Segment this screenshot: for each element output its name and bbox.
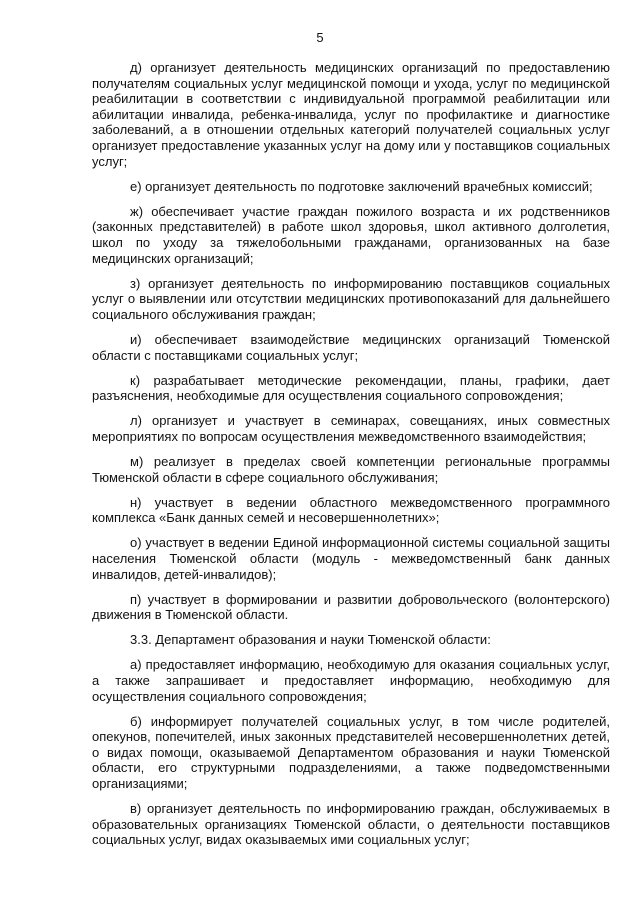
document-body xyxy=(92,60,610,857)
paragraph-i: и) обеспечивает взаимодействие медицинских организаций Тюменской области с поставщиками социальных услуг; xyxy=(92,331,610,363)
paragraph-n: н) участвует в ведении областного межведомственного программного комплекса «Банк данных семей и несовершеннолетних»; xyxy=(92,494,610,526)
paragraph-zh: ж) обеспечивает участие граждан пожилого возраста и их родственников (законных представителей) в работе школ здоровья, школ активного долголетия, школ по уходу за тяжелобольными гражданами, организованных на базе медицинских организаций; xyxy=(92,203,610,266)
paragraph-m: м) реализует в пределах своей компетенции региональные программы Тюменской области в сфере социального обслуживания; xyxy=(92,453,610,485)
paragraph-v: в) организует деятельность по информированию граждан, обслуживаемых в образовательных организациях Тюменской области, о деятельности поставщиков социальных услуг, видах оказываемых ими социальных услуг; xyxy=(92,801,610,848)
paragraph-e: е) организует деятельность по подготовке заключений врачебных комиссий; xyxy=(130,178,593,194)
paragraph-d: д) организует деятельность медицинских организаций по предоставлению получателям социальных услуг медицинской помощи и ухода, услуг по медицинской реабилитации в соответствии с индивидуальной программой реабилитации или абилитации инвалида, ребенка-инвалида, услуг по профилактике и диагностике заболеваний, а в отношении отдельных категорий получателей социальных услуг организует предоставление указанных услуг на дому или у поставщиков социальных услуг; xyxy=(92,60,610,169)
paragraph-a: а) предоставляет информацию, необходимую для оказания социальных услуг, а также запрашивает и предоставляет информацию, необходимую для осуществления социального сопровождения; xyxy=(92,657,610,704)
paragraph-o: о) участвует в ведении Единой информационной системы социальной защиты населения Тюменской области (модуль - межведомственный банк данных инвалидов, детей-инвалидов); xyxy=(92,535,610,582)
paragraph-b: б) информирует получателей социальных услуг, в том числе родителей, опекунов, попечителей, иных законных представителей несовершеннолетних детей, о видах помощи, оказываемой Департаментом образования и науки Тюменской области, его структурными подразделениями, а также подведомственными организациями; xyxy=(92,713,610,792)
page-number: 5 xyxy=(316,30,324,45)
paragraph-k: к) разрабатывает методические рекомендации, планы, графики, дает разъяснения, необходимые для осуществления социального сопровождения; xyxy=(92,372,610,404)
paragraph-l: л) организует и участвует в семинарах, совещаниях, иных совместных мероприятиях по вопросам осуществления межведомственного взаимодействия; xyxy=(92,413,610,444)
paragraph-z: з) организует деятельность по информированию поставщиков социальных услуг о выявлении или отсутствии медицинских противопоказаний для дальнейшего социального обслуживания граждан; xyxy=(92,275,610,322)
section-heading-3-3: 3.3. Департамент образования и науки Тюменской области: xyxy=(130,632,491,648)
paragraph-p: п) участвует в формировании и развитии добровольческого (волонтерского) движения в Тюменской области. xyxy=(92,591,610,623)
